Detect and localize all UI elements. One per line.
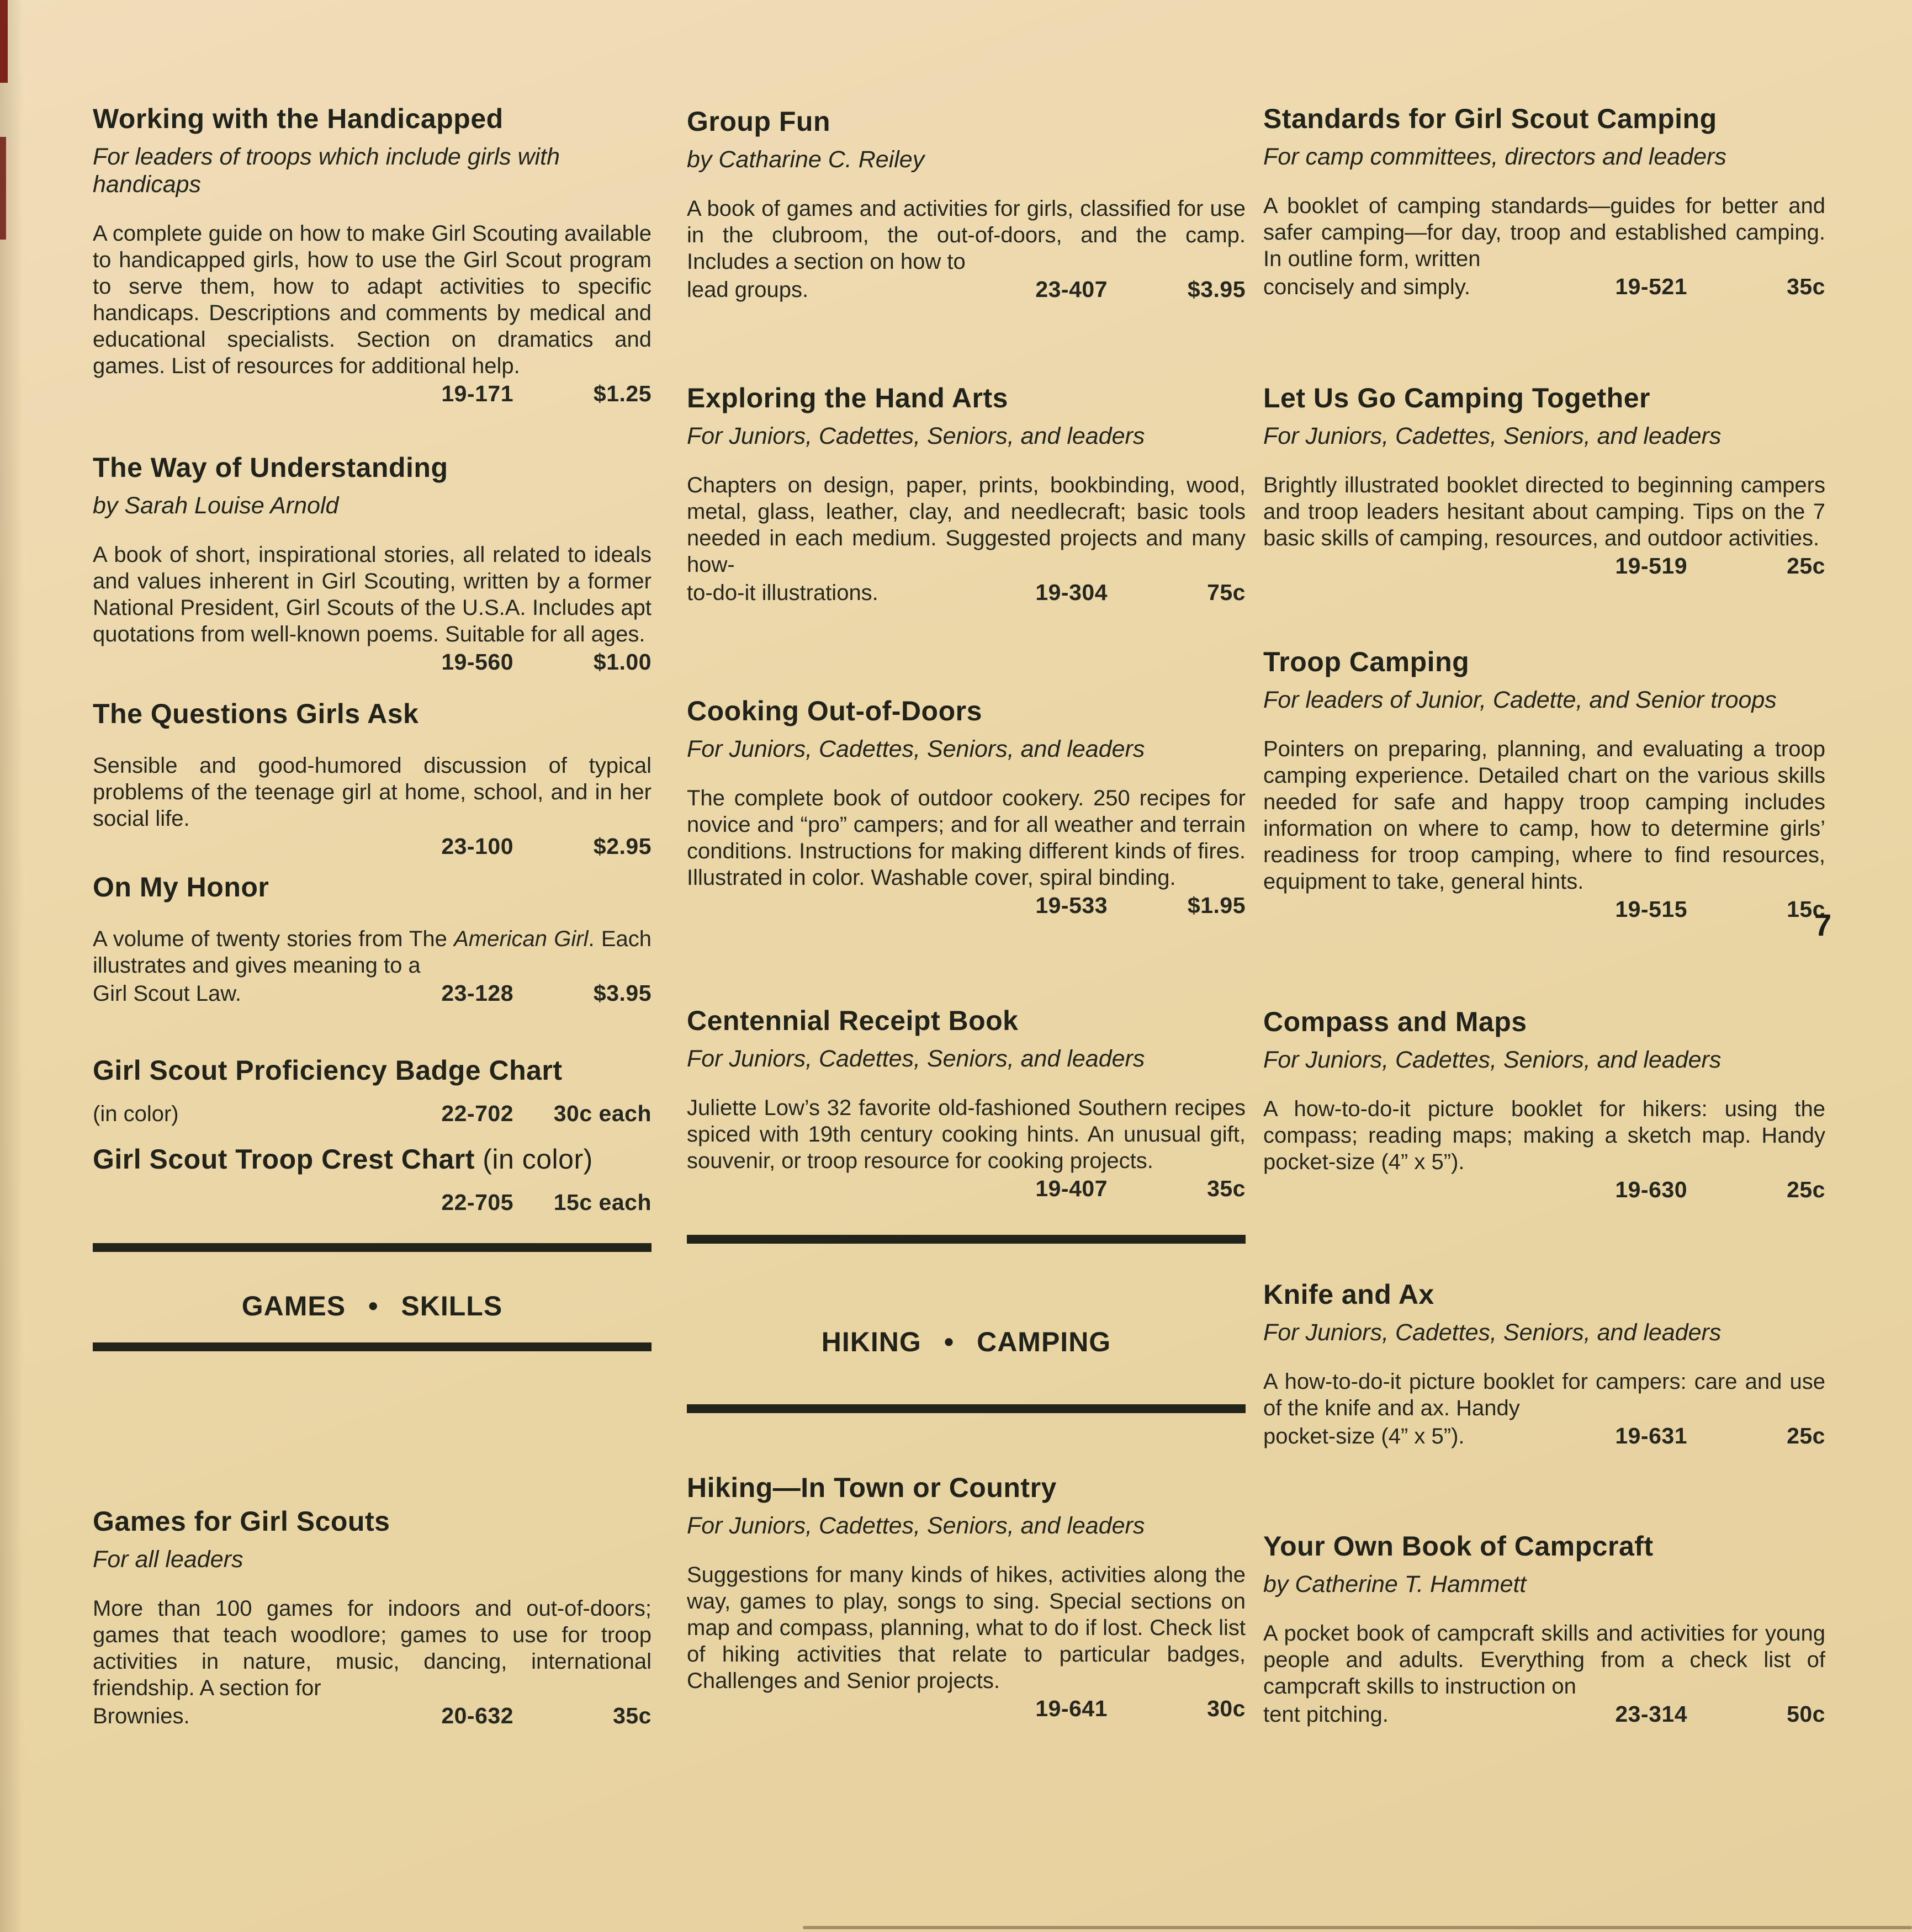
entry-order-row xyxy=(687,892,1246,919)
entry-title: Knife and Ax xyxy=(1263,1279,1434,1310)
scan-artifact-red-mark xyxy=(0,137,6,240)
entry-order-row xyxy=(1263,1701,1825,1728)
entry-price: $3.95 xyxy=(593,980,652,1006)
catalog-entry-cooking-out-of-doors xyxy=(687,694,1246,919)
entry-description: Suggestions for many kinds of hikes, activities along the way, games to play, songs to sing. Special sections on map and compass, planning, what to do if lost. Check list of hiking activities that relate to particular badges, Challenges and Senior projects. xyxy=(687,1563,1246,1693)
entry-order-code: 23-100 xyxy=(441,834,513,859)
entry-description: A pocket book of campcraft skills and activities for young people and adults. Everything from a check list of campcraft skills to instruction on xyxy=(1263,1621,1825,1699)
entry-description: A complete guide on how to make Girl Scouting available to handicapped girls, how to use the Girl Scout program to serve them, how to adapt activities to specific handicaps. Descriptions and comments by medical and educational specialists. Section on dramatics and games. List of resources for additional help. xyxy=(93,221,652,378)
entry-order-row xyxy=(1263,896,1825,922)
entry-author: by Catharine C. Reiley xyxy=(687,146,925,173)
entry-order-row xyxy=(93,1189,652,1216)
entry-tail-text: (in color) xyxy=(93,1102,179,1126)
catalog-entry-proficiency-badge-chart xyxy=(93,1054,652,1127)
entry-subtitle: For leaders of troops which include girls with handicaps xyxy=(93,144,560,198)
entry-order-row xyxy=(93,1100,652,1127)
entry-order-code: 23-407 xyxy=(1035,277,1108,302)
entry-title-suffix: (in color) xyxy=(483,1144,593,1175)
entry-description: A booklet of camping standards—guides for better and safer camping—for day, troop and established camping. In outline form, written xyxy=(1263,194,1825,271)
entry-order-code: 19-171 xyxy=(441,381,513,406)
entry-order-row xyxy=(1263,553,1825,579)
entry-order-code: 19-515 xyxy=(1615,896,1687,922)
entry-price: 75c xyxy=(1207,580,1246,605)
entry-tail-text: to-do-it illustrations. xyxy=(687,581,878,605)
entry-price: $2.95 xyxy=(593,834,652,859)
entry-description-text: . Each illustrates and gives meaning to a xyxy=(93,927,652,978)
entry-order-row xyxy=(93,380,652,407)
entry-price: $1.00 xyxy=(593,649,652,675)
entry-order-row xyxy=(1263,273,1825,300)
catalog-entry-knife-and-ax xyxy=(1263,1278,1825,1450)
entry-order-row xyxy=(93,649,652,675)
entry-price: 35c xyxy=(613,1703,652,1728)
entry-title-text: Girl Scout Troop Crest Chart xyxy=(93,1144,475,1175)
entry-price: 30c each xyxy=(553,1101,652,1126)
entry-author: by Sarah Louise Arnold xyxy=(93,492,339,519)
entry-description-italic-text: American Girl xyxy=(454,927,589,951)
entry-title: Group Fun xyxy=(687,106,830,137)
entry-price: 25c xyxy=(1787,1177,1825,1202)
entry-description: Pointers on preparing, planning, and evaluating a troop camping experience. Detailed chart on the various skills needed for safe and happy troop camping includes information on where to camp, how to determine girls’ readiness for troop camping, where to find resources, equipment to take, general hints. xyxy=(1263,737,1825,894)
entry-price: 30c xyxy=(1207,1696,1246,1721)
entry-price: 25c xyxy=(1787,553,1825,578)
entry-description: A book of games and activities for girls, classified for use in the clubroom, the out-of-doors, and the camp. Includes a section on how to xyxy=(687,197,1246,274)
column-right xyxy=(1263,0,1825,1728)
entry-order-code: 22-705 xyxy=(441,1190,513,1215)
catalog-entry-exploring-the-hand-arts xyxy=(687,381,1246,606)
section-header-games-skills: GAMES • SKILLS xyxy=(241,1291,503,1321)
entry-title: Working with the Handicapped xyxy=(93,103,504,134)
entry-title: Hiking—In Town or Country xyxy=(687,1472,1057,1503)
entry-tail-text: Girl Scout Law. xyxy=(93,981,242,1006)
entry-order-row xyxy=(687,1175,1246,1202)
entry-order-code: 23-314 xyxy=(1615,1701,1687,1727)
catalog-entry-the-questions-girls-ask xyxy=(93,697,652,859)
entry-price: 15c each xyxy=(553,1190,652,1215)
entry-title: The Questions Girls Ask xyxy=(93,698,419,729)
entry-tail-text: Brownies. xyxy=(93,1704,190,1728)
entry-subtitle: For leaders of Junior, Cadette, and Senior troops xyxy=(1263,687,1777,713)
entry-description: The complete book of outdoor cookery. 250 recipes for novice and “pro” campers; and for all weather and terrain conditions. Instructions for making different kinds of fires. Illustrated in color. Washable cover, spiral binding. xyxy=(687,786,1246,890)
entry-order-row xyxy=(687,1695,1246,1722)
entry-order-row xyxy=(93,1702,652,1729)
catalog-entry-your-own-book-of-campcraft xyxy=(1263,1530,1825,1728)
entry-title: Standards for Girl Scout Camping xyxy=(1263,103,1717,134)
entry-title: Girl Scout Proficiency Badge Chart xyxy=(93,1055,563,1086)
entry-subtitle: For Juniors, Cadettes, Seniors, and leaders xyxy=(687,736,1145,762)
entry-order-code: 22-702 xyxy=(441,1101,513,1126)
entry-title: Troop Camping xyxy=(1263,646,1470,677)
entry-order-code: 19-631 xyxy=(1615,1423,1687,1448)
catalog-entry-hiking-in-town-or-country xyxy=(687,1471,1246,1722)
entry-description: Juliette Low’s 32 favorite old-fashioned Southern recipes spiced with 19th century cooking hints. An unusual gift, souvenir, or troop resource for cooking projects. xyxy=(687,1096,1246,1173)
catalog-entry-on-my-honor xyxy=(93,871,652,1007)
entry-description: Chapters on design, paper, prints, bookbinding, wood, metal, glass, leather, clay, and needlecraft; basic tools needed in each medium. Suggested projects and many how- xyxy=(687,473,1246,577)
entry-order-code: 19-630 xyxy=(1615,1177,1687,1202)
entry-subtitle: For all leaders xyxy=(93,1546,243,1573)
entry-tail-text: tent pitching. xyxy=(1263,1702,1389,1727)
entry-description: A book of short, inspirational stories, all related to ideals and values inherent in Girl Scouting, written by a former National President, Girl Scouts of the U.S.A. Includes apt quotations from well-known poems. Suitable for all ages. xyxy=(93,543,652,646)
entry-title: Compass and Maps xyxy=(1263,1006,1527,1037)
section-divider xyxy=(93,1342,652,1351)
entry-tail-text: lead groups. xyxy=(687,278,809,302)
section-divider xyxy=(687,1235,1246,1244)
entry-price: 35c xyxy=(1787,274,1825,299)
catalog-entry-group-fun xyxy=(687,105,1246,303)
entry-order-code: 19-641 xyxy=(1035,1696,1108,1721)
catalog-entry-let-us-go-camping-together xyxy=(1263,381,1825,579)
entry-order-row xyxy=(93,980,652,1007)
entry-order-row xyxy=(687,276,1246,303)
column-left xyxy=(93,0,652,1729)
entry-subtitle: For Juniors, Cadettes, Seniors, and leaders xyxy=(687,423,1145,449)
entry-order-row xyxy=(687,579,1246,606)
entry-order-code: 23-128 xyxy=(441,980,513,1006)
catalog-entry-compass-and-maps xyxy=(1263,1005,1825,1203)
entry-order-row xyxy=(93,833,652,859)
page-number: 7 xyxy=(1814,907,1832,942)
entry-price: 25c xyxy=(1787,1423,1825,1448)
entry-title: The Way of Understanding xyxy=(93,452,448,483)
entry-title: Let Us Go Camping Together xyxy=(1263,383,1650,413)
catalog-entry-centennial-receipt-book xyxy=(687,1004,1246,1202)
entry-order-code: 19-560 xyxy=(441,649,513,675)
section-header-hiking-camping: HIKING • CAMPING xyxy=(821,1326,1111,1357)
entry-description-text: A volume of twenty stories from The xyxy=(93,927,454,951)
entry-title: Your Own Book of Campcraft xyxy=(1263,1531,1654,1562)
scan-bottom-edge-shadow xyxy=(803,1926,1912,1929)
catalog-entry-the-way-of-understanding xyxy=(93,451,652,675)
entry-title xyxy=(93,1143,652,1176)
entry-subtitle: For Juniors, Cadettes, Seniors, and leaders xyxy=(1263,423,1722,449)
scan-artifact-red-mark xyxy=(0,0,8,83)
catalog-entry-standards-for-girl-scout-camping xyxy=(1263,102,1825,300)
entry-description xyxy=(93,926,652,979)
entry-order-code: 19-304 xyxy=(1035,580,1108,605)
entry-order-code: 19-407 xyxy=(1035,1176,1108,1201)
entry-title: Cooking Out-of-Doors xyxy=(687,696,982,726)
catalog-entry-working-with-the-handicapped xyxy=(93,102,652,407)
entry-price: $1.95 xyxy=(1187,893,1246,918)
entry-description: Brightly illustrated booklet directed to beginning campers and troop leaders hesitant about camping. Tips on the 7 basic skills of camping, resources, and outdoor activities. xyxy=(1263,473,1825,550)
entry-price: $3.95 xyxy=(1187,277,1246,302)
entry-subtitle: For Juniors, Cadettes, Seniors, and leaders xyxy=(687,1512,1145,1539)
entry-description: More than 100 games for indoors and out-of-doors; games that teach woodlore; games to use for troop activities in nature, music, dancing, international friendship. A section for xyxy=(93,1596,652,1700)
entry-description: A how-to-do-it picture booklet for campers: care and use of the knife and ax. Handy xyxy=(1263,1370,1825,1420)
catalog-entry-games-for-girl-scouts xyxy=(93,1505,652,1729)
scan-left-edge-shadow xyxy=(0,0,23,1932)
entry-title: Exploring the Hand Arts xyxy=(687,383,1008,413)
entry-subtitle: For Juniors, Cadettes, Seniors, and leaders xyxy=(687,1045,1145,1072)
entry-subtitle: For Juniors, Cadettes, Seniors, and leaders xyxy=(1263,1319,1722,1346)
entry-description: A how-to-do-it picture booklet for hikers: using the compass; reading maps; making a sketch map. Handy pocket-size (4” x 5”). xyxy=(1263,1097,1825,1174)
catalog-entry-troop-camping xyxy=(1263,645,1825,922)
entry-order-row xyxy=(1263,1176,1825,1203)
entry-order-row xyxy=(1263,1423,1825,1450)
entry-tail-text: pocket-size (4” x 5”). xyxy=(1263,1424,1465,1448)
entry-subtitle: For camp committees, directors and leaders xyxy=(1263,144,1726,170)
entry-price: 35c xyxy=(1207,1176,1246,1201)
entry-tail-text: concisely and simply. xyxy=(1263,275,1470,299)
entry-order-code: 19-521 xyxy=(1615,274,1687,299)
entry-price: $1.25 xyxy=(593,381,652,406)
section-divider xyxy=(687,1404,1246,1413)
entry-price: 50c xyxy=(1787,1701,1825,1727)
entry-title: On My Honor xyxy=(93,872,269,903)
catalog-entry-troop-crest-chart xyxy=(93,1143,652,1216)
entry-title: Games for Girl Scouts xyxy=(93,1506,390,1537)
entry-order-code: 19-519 xyxy=(1615,553,1687,578)
column-middle xyxy=(687,0,1246,1722)
entry-order-code: 20-632 xyxy=(441,1703,513,1728)
entry-order-code: 19-533 xyxy=(1035,893,1108,918)
section-divider xyxy=(93,1243,652,1252)
entry-subtitle: For Juniors, Cadettes, Seniors, and leaders xyxy=(1263,1047,1722,1073)
entry-title: Centennial Receipt Book xyxy=(687,1005,1019,1036)
entry-description: Sensible and good-humored discussion of typical problems of the teenage girl at home, school, and in her social life. xyxy=(93,753,652,831)
entry-author: by Catherine T. Hammett xyxy=(1263,1571,1527,1597)
entry-price: 15c xyxy=(1787,896,1825,922)
